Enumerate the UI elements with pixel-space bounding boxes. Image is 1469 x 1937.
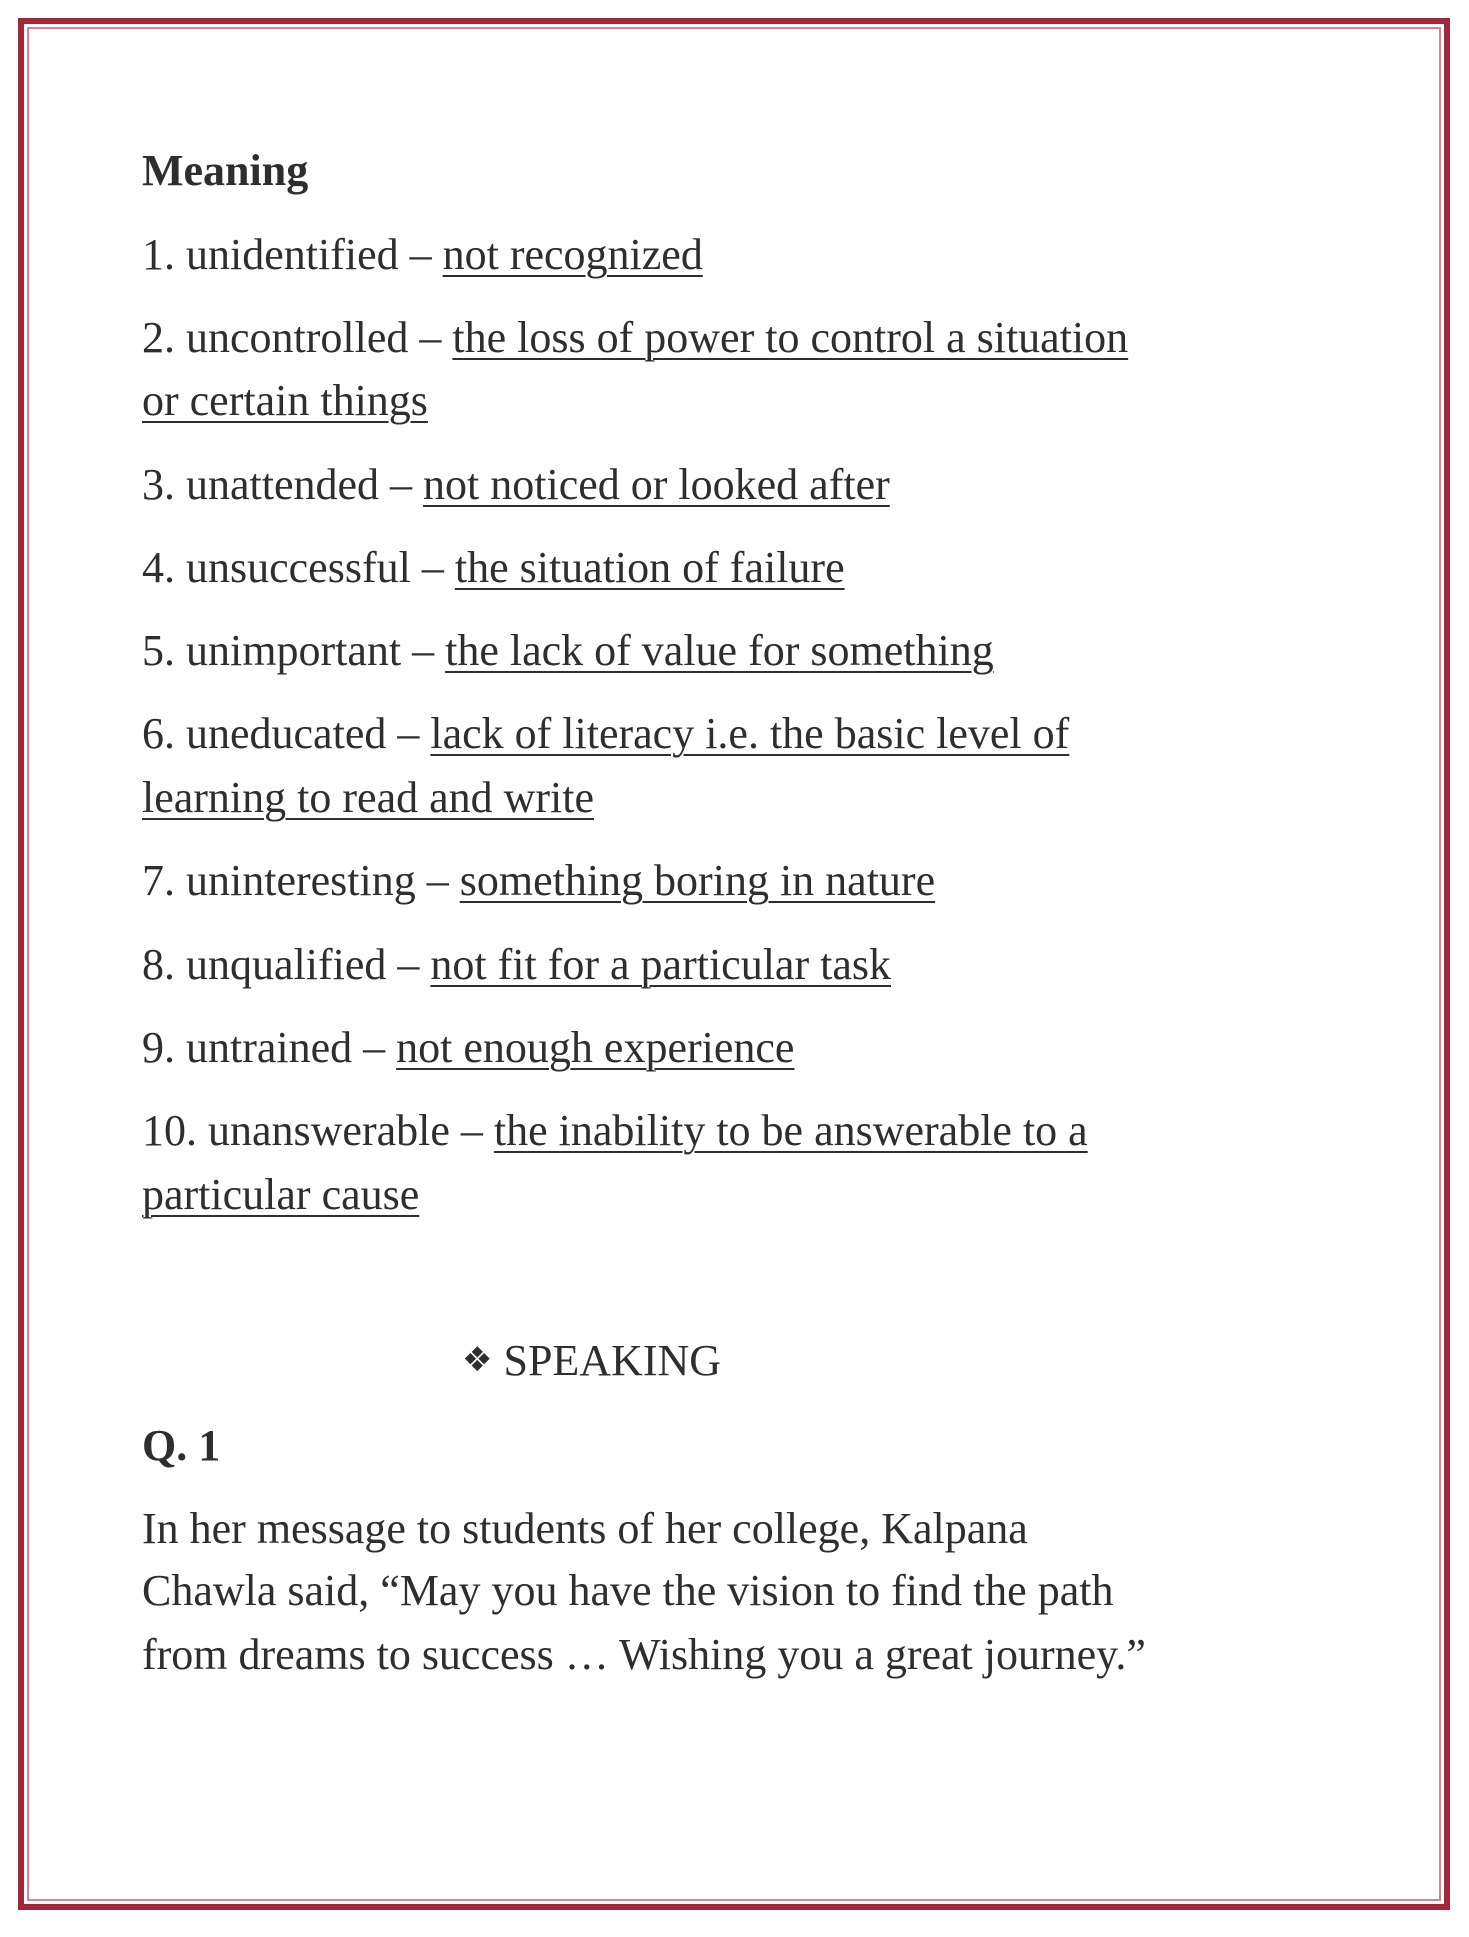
term-word: uneducated — [186, 709, 387, 758]
list-item: 8. unqualified – not fit for a particular task — [142, 940, 891, 989]
dash: – — [426, 856, 449, 905]
question-line: Chawla said, “May you have the vision to find the path — [142, 1566, 1114, 1615]
term-word: unimportant — [186, 626, 402, 675]
term-word: unqualified — [186, 940, 387, 989]
item-meaning: not enough experience — [396, 1023, 795, 1072]
meaning-heading: Meaning — [142, 146, 309, 195]
item-meaning: not recognized — [442, 230, 703, 279]
list-item: 5. unimportant – the lack of value for something — [142, 626, 994, 675]
dash: – — [412, 626, 435, 675]
list-item: 4. unsuccessful – the situation of failure — [142, 543, 845, 592]
list-item — [142, 772, 594, 824]
list-item: 6. uneducated – lack of literacy i.e. the basic level of — [142, 709, 1070, 758]
item-meaning: the inability to be answerable to a — [493, 1106, 1088, 1155]
question-line: from dreams to success … Wishing you a great journey.” — [142, 1630, 1146, 1679]
dash: – — [397, 709, 420, 758]
section-title: SPEAKING — [503, 1336, 722, 1385]
dash: – — [419, 313, 442, 362]
term-word: unattended — [186, 460, 380, 509]
term-word: uncontrolled — [186, 313, 409, 362]
list-item — [142, 1169, 419, 1221]
list-item: 2. uncontrolled – the loss of power to control a situation — [142, 313, 1129, 362]
list-item: 3. unattended – not noticed or looked after — [142, 460, 890, 509]
term-word: untrained — [186, 1023, 353, 1072]
question-label: Q. 1 — [142, 1421, 221, 1470]
term-word: unanswerable — [208, 1106, 450, 1155]
dash: – — [397, 940, 420, 989]
list-item — [142, 375, 428, 427]
item-meaning: not fit for a particular task — [430, 940, 891, 989]
item-meaning: not noticed or looked after — [423, 460, 890, 509]
item-meaning: the situation of failure — [454, 543, 845, 592]
diamond-bullet-icon: ❖ — [462, 1340, 493, 1380]
term-word: unidentified — [186, 230, 399, 279]
item-meaning: something boring in nature — [459, 856, 936, 905]
section-heading — [462, 1334, 721, 1387]
item-meaning: the loss of power to control a situation — [452, 313, 1129, 362]
item-meaning: lack of literacy i.e. the basic level of — [430, 709, 1070, 758]
dash: – — [390, 460, 413, 509]
item-meaning: learning to read and write — [142, 773, 595, 822]
item-meaning: particular cause — [142, 1170, 420, 1219]
list-item: 9. untrained – not enough experience — [142, 1023, 795, 1072]
item-meaning: or certain things — [142, 376, 428, 425]
list-item: 7. uninteresting – something boring in nature — [142, 856, 936, 905]
list-item: 1. unidentified – not recognized — [142, 230, 703, 279]
term-word: unsuccessful — [186, 543, 411, 592]
term-word: uninteresting — [186, 856, 416, 905]
dash: – — [363, 1023, 386, 1072]
item-meaning: the lack of value for something — [445, 626, 994, 675]
dash: – — [460, 1106, 483, 1155]
question-line: In her message to students of her college, Kalpana — [142, 1504, 1028, 1553]
dash: – — [409, 230, 432, 279]
dash: – — [421, 543, 444, 592]
list-item: 10. unanswerable – the inability to be answerable to a — [142, 1106, 1088, 1155]
